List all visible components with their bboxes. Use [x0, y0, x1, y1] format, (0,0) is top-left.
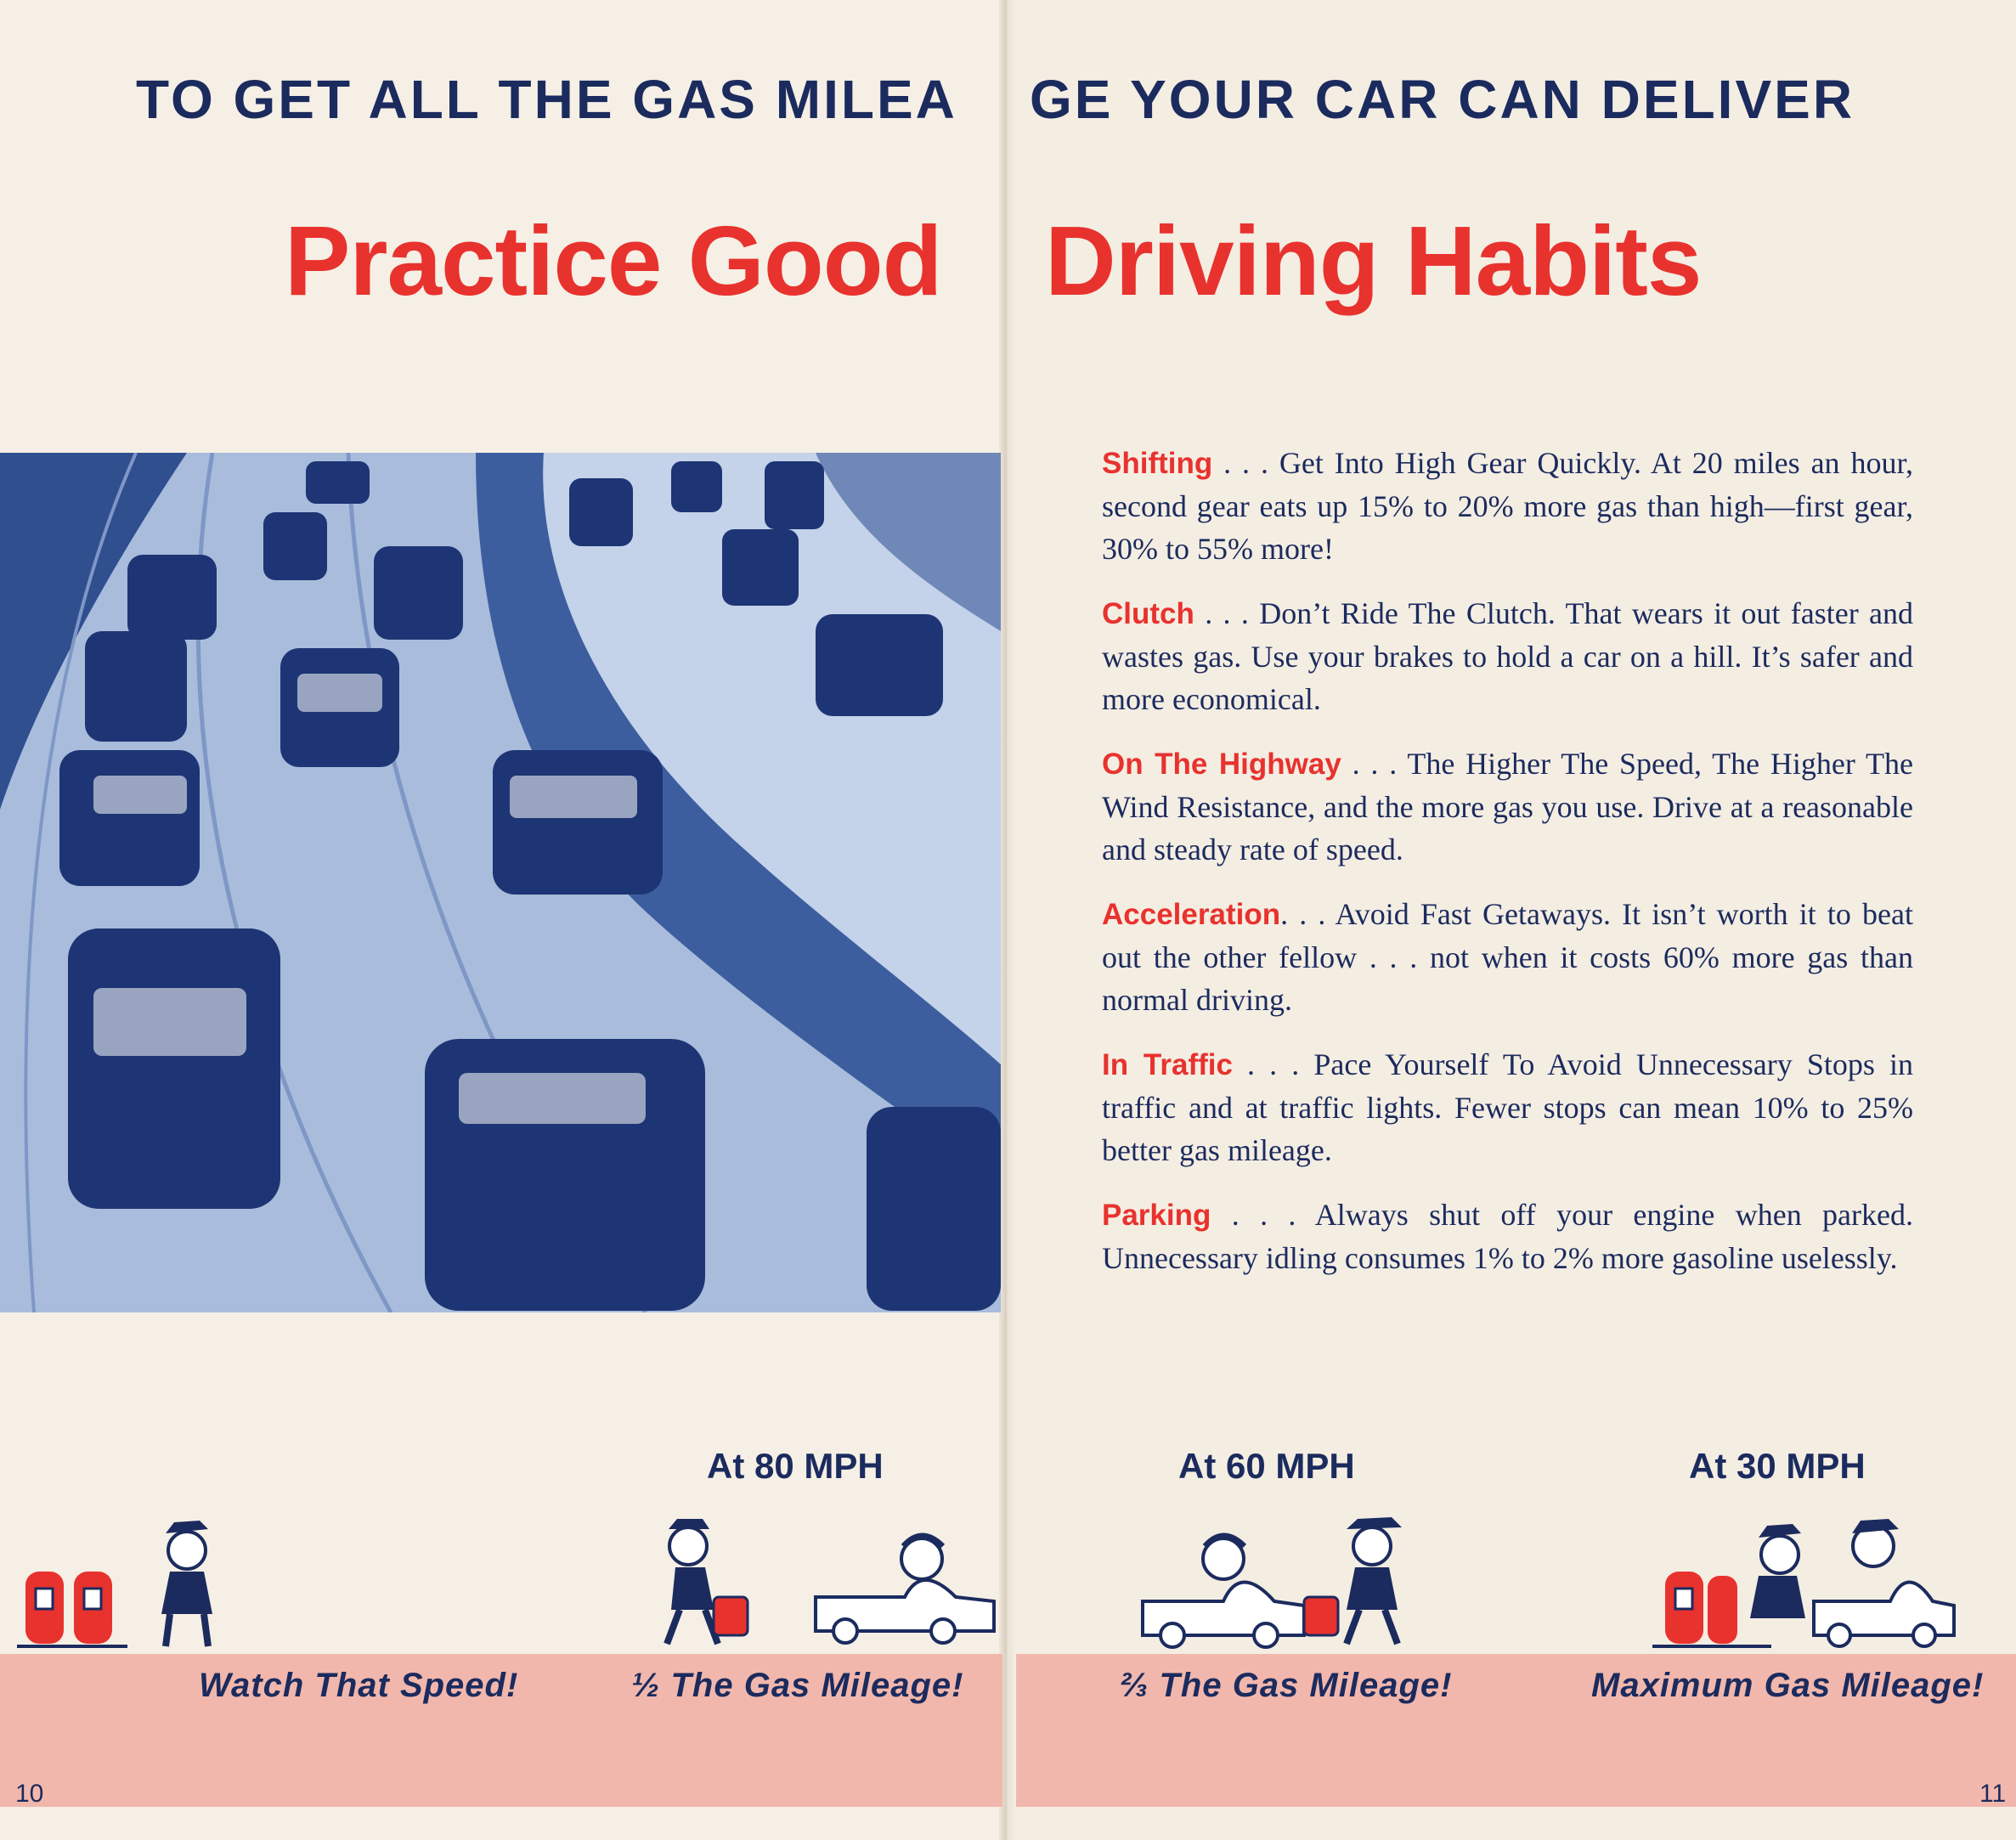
- highway-photo: [0, 453, 1001, 1312]
- title-right: Driving Habits: [1045, 206, 1702, 316]
- speed-label-80: At 80 MPH: [707, 1446, 884, 1486]
- tip-parking: [1102, 1194, 1913, 1279]
- speed-label-60: At 60 MPH: [1178, 1446, 1355, 1486]
- tip-heading: Shifting: [1102, 447, 1213, 480]
- tip-heading: On The Highway: [1102, 748, 1341, 781]
- header-right: GE YOUR CAR CAN DELIVER: [1030, 69, 1855, 130]
- man-with-gas-can-and-car-illustration: [650, 1504, 1007, 1657]
- highway-photo-graphic: [0, 453, 1001, 1312]
- tip-traffic: [1102, 1043, 1913, 1171]
- tip-acceleration: [1102, 893, 1913, 1021]
- tip-text: . . . Don’t Ride The Clutch. That wears it out faster and wastes gas. Use your brakes to hold a car on a hill. It’s safer and more economical.: [1102, 596, 1913, 716]
- title-left: Practice Good: [285, 206, 942, 316]
- page-number-right: 11: [1979, 1780, 2007, 1808]
- header-left: TO GET ALL THE GAS MILEA: [136, 69, 957, 130]
- tip-text: . . . Avoid Fast Getaways. It isn’t worth it to beat out the other fellow . . . not when it costs 60% more gas than normal driving.: [1102, 897, 1913, 1017]
- driving-tips: [1102, 442, 1913, 1301]
- tip-text: . . . The Higher The Speed, The Higher The Wind Resistance, and the more gas you use. Drive at a reasonable and steady rate of speed.: [1102, 747, 1913, 866]
- caption-watch-speed: Watch That Speed!: [199, 1667, 519, 1704]
- tip-heading: In Traffic: [1102, 1048, 1233, 1081]
- tip-text: . . . Pace Yourself To Avoid Unnecessary Stops in traffic and at traffic lights. Fewer stops can mean 10% to 25% better gas mileage.: [1102, 1047, 1913, 1167]
- speed-label-30: At 30 MPH: [1689, 1446, 1866, 1486]
- car-and-man-with-gas-can-illustration: [1138, 1504, 1427, 1657]
- tip-shifting: [1102, 442, 1913, 570]
- tip-heading: Parking: [1102, 1199, 1211, 1232]
- gas-pumps-attendant-illustration: [13, 1504, 234, 1657]
- tip-text: . . . Get Into High Gear Quickly. At 20 miles an hour, second gear eats up 15% to 20% more gas than high—first gear, 30% to 55% more!: [1102, 446, 1913, 566]
- refueling-car-illustration: [1652, 1504, 1958, 1657]
- caption-two-thirds-mileage: ⅔ The Gas Mileage!: [1120, 1667, 1453, 1704]
- page-number-left: 10: [15, 1780, 44, 1808]
- tip-heading: Acceleration: [1102, 898, 1281, 931]
- tip-highway: [1102, 742, 1913, 871]
- caption-maximum-mileage: Maximum Gas Mileage!: [1591, 1667, 1985, 1704]
- tip-text: . . . Always shut off your engine when parked. Unnecessary idling consumes 1% to 2% more gasoline uselessly.: [1102, 1198, 1913, 1275]
- tip-heading: Clutch: [1102, 597, 1194, 630]
- tip-clutch: [1102, 592, 1913, 720]
- caption-half-mileage: ½ The Gas Mileage!: [631, 1667, 964, 1704]
